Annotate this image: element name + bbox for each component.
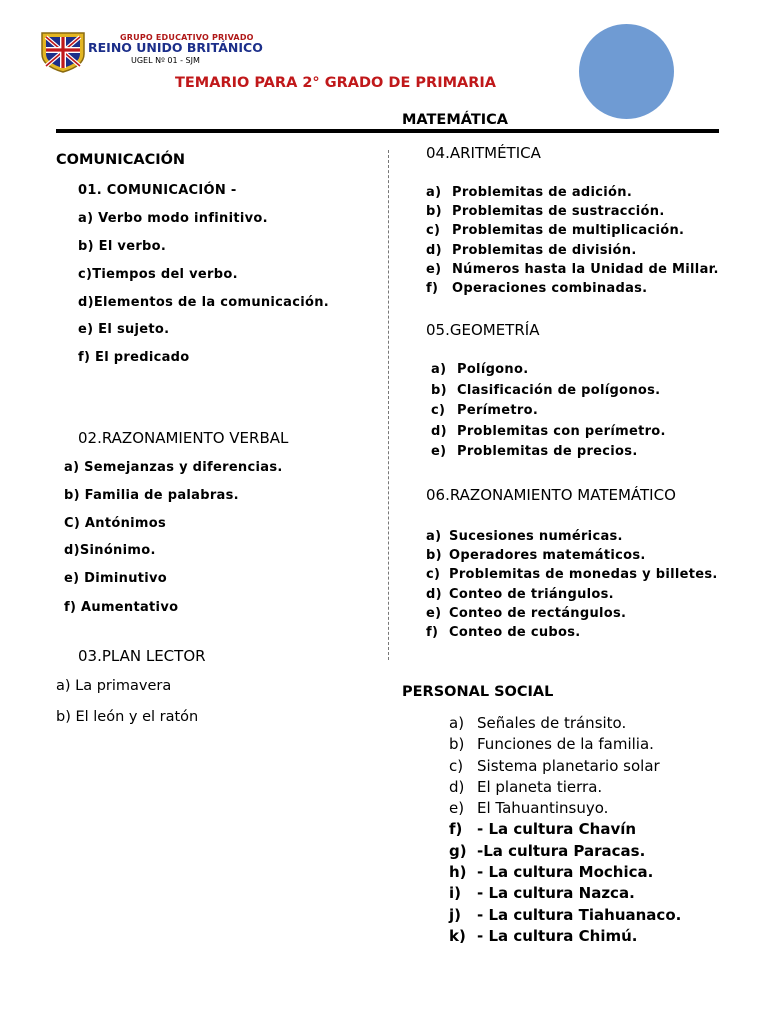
school-name: REINO UNIDO BRITÁNICO [88, 40, 263, 55]
list-item: b) Operadores matemáticos. [426, 548, 646, 564]
list-item-text: El predicado [90, 350, 190, 365]
list-item: c) Problemitas de monedas y billetes. [426, 567, 718, 583]
list-item: b) Clasificación de polígonos. [431, 382, 661, 398]
list-item: f) Operaciones combinadas. [426, 281, 648, 297]
list-item: f) Conteo de cubos. [426, 625, 581, 641]
list-item: g) -La cultura Paracas. [449, 841, 646, 860]
decorative-circle [579, 24, 674, 119]
section-title-04: 04.ARITMÉTICA [426, 144, 541, 162]
list-item: a) Señales de tránsito. [449, 714, 627, 732]
section-title-03: 03.PLAN LECTOR [78, 647, 206, 665]
list-item: b) El león y el ratón [56, 709, 199, 725]
list-item: f) - La cultura Chavín [449, 820, 637, 839]
list-personal-social [449, 713, 681, 947]
list-item: f) Aumentativo [64, 600, 179, 615]
section-title-06: 06.RAZONAMIENTO MATEMÁTICO [426, 486, 676, 504]
list-item: c) Problemitas de multiplicación. [426, 223, 685, 239]
list-item: d)Sinónimo. [64, 543, 156, 558]
subject-heading-comunicacion: COMUNICACIÓN [56, 152, 186, 168]
list-item: a) La primavera [56, 678, 172, 694]
subject-heading-personal-social: PERSONAL SOCIAL [402, 684, 554, 700]
section-title-02: 02.RAZONAMIENTO VERBAL [78, 429, 289, 447]
list-aritmetica [426, 183, 719, 298]
list-item: a) Sucesiones numéricas. [426, 529, 623, 544]
list-item: e) Números hasta la Unidad de Millar. [426, 261, 719, 277]
column-divider [388, 150, 389, 660]
list-item: c) Perímetro. [431, 403, 539, 418]
school-group-label: GRUPO EDUCATIVO PRIVADO [120, 33, 254, 42]
list-item: d)Elementos de la comunicación. [78, 295, 330, 310]
list-item: c)Tiempos del verbo. [78, 267, 238, 282]
school-crest-icon [40, 30, 86, 74]
ugel-label: UGEL Nº 01 - SJM [131, 56, 200, 65]
subject-heading-matematica: MATEMÁTICA [402, 112, 508, 128]
list-item: b) El verbo. [78, 239, 167, 254]
list-item: d) Conteo de triángulos. [426, 586, 614, 602]
list-item: a) Polígono. [431, 362, 529, 377]
list-razonamiento-matematico [426, 527, 718, 642]
list-item: b) Funciones de la familia. [449, 735, 654, 754]
list-item: e) El sujeto. [78, 322, 170, 337]
list-item: d) Problemitas de división. [426, 242, 637, 258]
list-item: i) - La cultura Nazca. [449, 884, 635, 903]
list-item: h) - La cultura Mochica. [449, 863, 654, 882]
list-item: j) - La cultura Tiahuanaco. [449, 905, 682, 924]
list-item: e) Problemitas de precios. [431, 444, 638, 459]
section-title-01: 01. COMUNICACIÓN - [78, 183, 237, 198]
list-item: a) Verbo modo infinitivo. [78, 211, 268, 226]
list-item: b) Problemitas de sustracción. [426, 204, 665, 220]
list-item [78, 350, 190, 365]
list-item: C) Antónimos [64, 516, 166, 531]
list-item: a) Problemitas de adición. [426, 185, 633, 200]
header-rule [56, 129, 719, 133]
list-item: e) El Tahuantinsuyo. [449, 799, 609, 818]
list-item: k) - La cultura Chimú. [449, 926, 638, 945]
list-item: d) Problemitas con perímetro. [431, 423, 666, 439]
list-item: e) Diminutivo [64, 571, 168, 586]
list-item: e) Conteo de rectángulos. [426, 605, 627, 621]
list-item: a) Semejanzas y diferencias. [64, 460, 283, 475]
list-marker: f) [78, 350, 91, 365]
list-geometria [431, 360, 666, 463]
section-title-05: 05.GEOMETRÍA [426, 321, 540, 339]
list-item: b) Familia de palabras. [64, 488, 239, 503]
list-item: d) El planeta tierra. [449, 777, 603, 796]
list-item: c) Sistema planetario solar [449, 756, 660, 775]
document-title: TEMARIO PARA 2° GRADO DE PRIMARIA [175, 75, 497, 91]
